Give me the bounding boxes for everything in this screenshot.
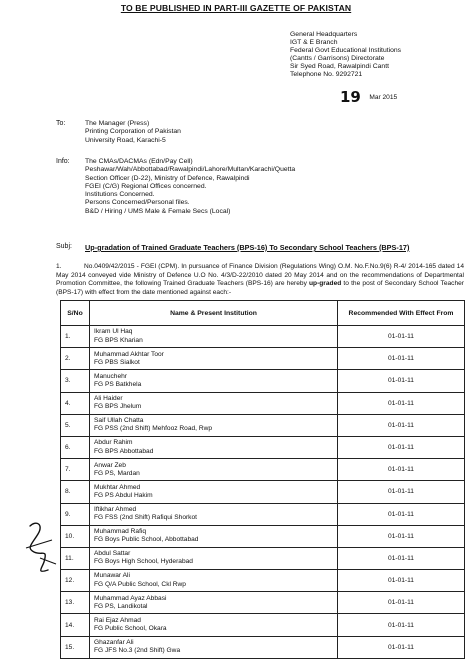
- row-name-institution: [90, 348, 338, 370]
- row-sno: 2.: [61, 348, 90, 370]
- row-sno: 13.: [61, 592, 90, 614]
- table-row: [61, 614, 465, 636]
- row-effective-date: 01-01-11: [338, 348, 465, 370]
- row-effective-date: 01-01-11: [338, 592, 465, 614]
- row-name-institution: [90, 592, 338, 614]
- to-address-line: Printing Corporation of Pakistan: [85, 128, 181, 136]
- table-row: [61, 525, 465, 547]
- paragraph-text-b: to the post of Secondary School Teacher (BPS-17) with effect from the date mentioned against each:-: [56, 280, 464, 296]
- to-address-line: University Road, Karachi-5: [85, 136, 166, 144]
- row-name-institution: [90, 547, 338, 569]
- info-recipient-line: B&D / Hiring / UMS Male & Female Secs (Local): [85, 207, 231, 215]
- upgradation-table: [60, 300, 465, 659]
- teacher-name: Iftikhar Ahmed: [94, 505, 137, 513]
- info-recipient-line: Section Officer (D-22), Ministry of Defence, Rawalpindi: [85, 174, 250, 182]
- date-month-year: Mar 2015: [369, 94, 398, 101]
- table-row: [61, 570, 465, 592]
- to-address: [85, 120, 181, 145]
- present-institution: FG Boys Public School, Abbottabad: [94, 536, 199, 544]
- row-sno: 7.: [61, 459, 90, 481]
- teacher-name: Abdur Rahim: [94, 439, 133, 447]
- present-institution: FG Public School, Okara: [94, 625, 167, 633]
- table-row: [61, 436, 465, 458]
- subject-line: Up-gradation of Trained Graduate Teachers (BPS-16) To Secondary School Teachers (BPS-17): [85, 243, 410, 252]
- teacher-name: Rai Ejaz Ahmad: [94, 616, 141, 624]
- paragraph-number: 1.: [56, 263, 62, 270]
- table-row: [61, 636, 465, 658]
- present-institution: FG PS Abdul Hakim: [94, 491, 153, 499]
- teacher-name: Ikram Ul Haq: [94, 328, 133, 336]
- info-recipients: [85, 158, 295, 216]
- row-name-institution: [90, 414, 338, 436]
- row-effective-date: 01-01-11: [338, 614, 465, 636]
- row-effective-date: 01-01-11: [338, 459, 465, 481]
- row-effective-date: 01-01-11: [338, 481, 465, 503]
- info-recipient-line: The CMAs/DACMAs (Edn/Pay Cell): [85, 158, 193, 165]
- table-row: [61, 592, 465, 614]
- header-effect: Recommended With Effect From: [338, 301, 465, 326]
- row-sno: 15.: [61, 636, 90, 658]
- info-recipient-line: Institutions Concerned.: [85, 191, 155, 199]
- subject-label: Subj:: [56, 243, 72, 250]
- teacher-name: Abdul Sattar: [94, 550, 131, 558]
- teacher-name: Muhammad Ayaz Abbasi: [94, 594, 167, 602]
- row-sno: 5.: [61, 414, 90, 436]
- headquarters-line: General Headquarters: [290, 31, 358, 38]
- row-effective-date: 01-01-11: [338, 326, 465, 348]
- row-effective-date: 01-01-11: [338, 436, 465, 458]
- header-sno: S/No: [61, 301, 90, 326]
- present-institution: FG Q/A Public School, Ckl Rwp: [94, 580, 186, 588]
- present-institution: FG BPS Abbottabad: [94, 447, 154, 455]
- row-name-institution: [90, 370, 338, 392]
- row-name-institution: [90, 459, 338, 481]
- row-sno: 14.: [61, 614, 90, 636]
- table-row: [61, 348, 465, 370]
- table-header-row: [61, 301, 465, 326]
- row-sno: 9.: [61, 503, 90, 525]
- row-sno: 6.: [61, 436, 90, 458]
- headquarters-line: Federal Govt Educational Institutions: [290, 47, 402, 55]
- headquarters-line: Telephone No. 9292721: [290, 71, 363, 79]
- row-name-institution: [90, 436, 338, 458]
- present-institution: FG Boys High School, Hyderabad: [94, 558, 193, 566]
- teacher-name: Muhammad Akhtar Toor: [94, 350, 164, 358]
- row-name-institution: [90, 392, 338, 414]
- present-institution: FG PSS (2nd Shift) Mehfooz Road, Rwp: [94, 425, 213, 433]
- signature-mark: [22, 518, 62, 578]
- info-recipient-line: Persons Concerned/Personal files.: [85, 199, 190, 207]
- present-institution: FG PBS Sialkot: [94, 358, 140, 366]
- teacher-name: Saif Ullah Chatta: [94, 417, 144, 425]
- paragraph-text-a: No.0409/42/2015 - FGEI (CPM). In pursuance of Finance Division (Regulations Wing) O.M. No.F.No.9(6) R-4/ 2014-165 dated 14 May 2014 conveyed vide Ministry of Defence U.O No. 4/3/D-22/2010 dated 20 May 2014 and on the recommendations of Departmental Promotion Committee, the following Trained Graduate Teachers (BPS-16) are hereby: [56, 263, 464, 288]
- teacher-name: Manuchehr: [94, 372, 127, 380]
- info-recipient-line: Peshawar/Wah/Abbottabad/Rawalpindi/Lahore/Multan/Karachi/Quetta: [85, 166, 296, 174]
- to-label: To:: [56, 120, 66, 127]
- row-sno: 8.: [61, 481, 90, 503]
- present-institution: FG PS, Mardan: [94, 469, 140, 477]
- table-row: [61, 459, 465, 481]
- row-name-institution: [90, 570, 338, 592]
- row-name-institution: [90, 614, 338, 636]
- paragraph-emphasis: up-graded: [309, 280, 342, 288]
- row-sno: 1.: [61, 326, 90, 348]
- to-address-line: The Manager (Press): [85, 120, 150, 127]
- row-sno: 4.: [61, 392, 90, 414]
- row-effective-date: 01-01-11: [338, 392, 465, 414]
- present-institution: FG PS Batkhela: [94, 380, 142, 388]
- row-effective-date: 01-01-11: [338, 414, 465, 436]
- info-recipient-line: FGEI (C/G) Regional Offices concerned.: [85, 182, 207, 190]
- row-sno: 3.: [61, 370, 90, 392]
- gazette-banner: TO BE PUBLISHED IN PART-III GAZETTE OF PAKISTAN: [120, 3, 352, 13]
- headquarters-line: IGT & E Branch: [290, 39, 338, 47]
- present-institution: FG FSS (2nd Shift) Rafiqui Shorkot: [94, 514, 197, 522]
- row-effective-date: 01-01-11: [338, 636, 465, 658]
- table-row: [61, 392, 465, 414]
- date-day: 19: [340, 88, 361, 106]
- headquarters-address: [290, 31, 401, 80]
- table-row: [61, 481, 465, 503]
- letter-date: [340, 86, 397, 106]
- table-row: [61, 414, 465, 436]
- row-name-institution: [90, 326, 338, 348]
- teacher-name: Ghazanfar Ali: [94, 639, 134, 647]
- row-sno: 11.: [61, 547, 90, 569]
- row-effective-date: 01-01-11: [338, 503, 465, 525]
- row-name-institution: [90, 481, 338, 503]
- order-paragraph: [56, 263, 464, 297]
- teacher-name: Ali Haider: [94, 394, 123, 402]
- teacher-name: Munawar Ali: [94, 572, 130, 580]
- table-row: [61, 503, 465, 525]
- teacher-name: Muhammad Rafiq: [94, 528, 147, 536]
- info-label: Info:: [56, 158, 70, 165]
- present-institution: FG BPS Jhelum: [94, 403, 142, 411]
- row-name-institution: [90, 636, 338, 658]
- teacher-name: Anwar Zeb: [94, 461, 126, 469]
- row-effective-date: 01-01-11: [338, 547, 465, 569]
- present-institution: FG JFS No.3 (2nd Shift) Gwa: [94, 647, 181, 655]
- row-effective-date: 01-01-11: [338, 525, 465, 547]
- row-name-institution: [90, 503, 338, 525]
- teacher-name: Mukhtar Ahmed: [94, 483, 141, 491]
- table-row: [61, 326, 465, 348]
- row-effective-date: 01-01-11: [338, 570, 465, 592]
- headquarters-line: Sir Syed Road, Rawalpindi Cantt: [290, 63, 389, 71]
- row-sno: 12.: [61, 570, 90, 592]
- headquarters-line: (Cantts / Garrisons) Directorate: [290, 55, 385, 63]
- row-effective-date: 01-01-11: [338, 370, 465, 392]
- table-row: [61, 547, 465, 569]
- present-institution: FG PS, Landikotal: [94, 602, 148, 610]
- table-row: [61, 370, 465, 392]
- header-name: Name & Present Institution: [90, 301, 338, 326]
- row-name-institution: [90, 525, 338, 547]
- present-institution: FG BPS Kharian: [94, 336, 143, 344]
- row-sno: 10.: [61, 525, 90, 547]
